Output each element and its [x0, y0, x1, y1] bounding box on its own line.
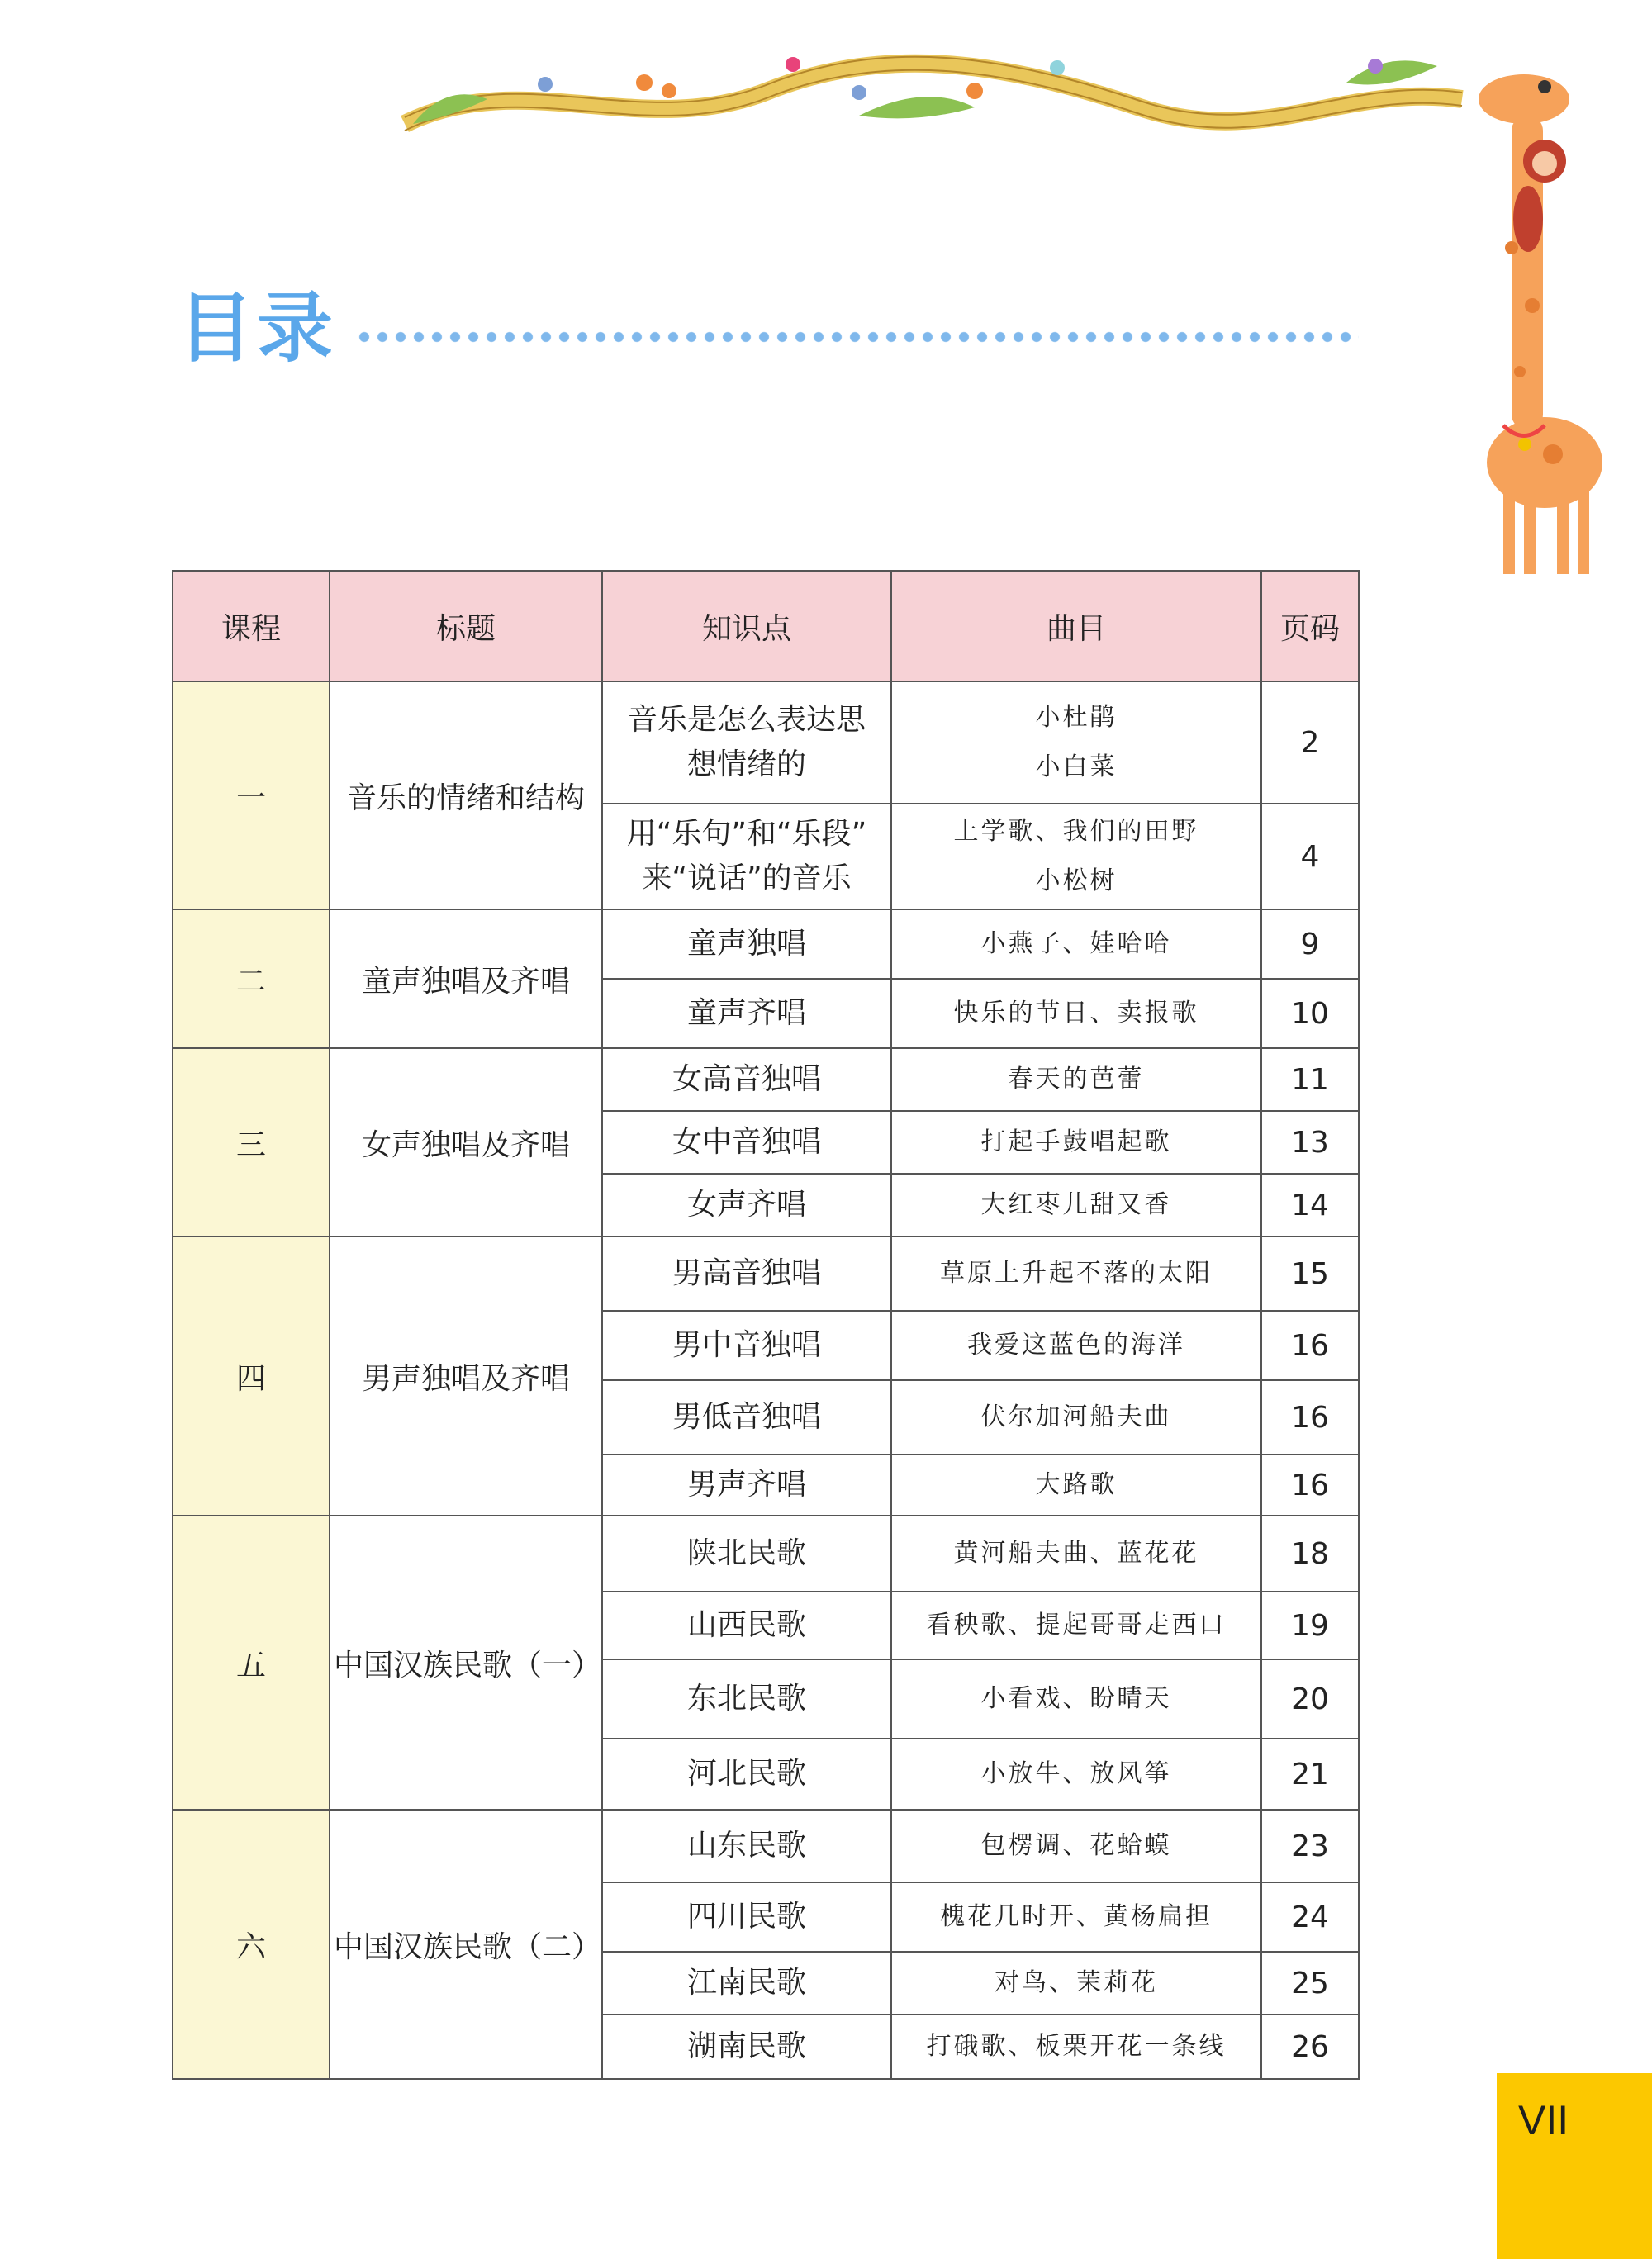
song-line: 小松树 [1035, 866, 1118, 895]
knowledge-point-line: 女高音独唱 [672, 1062, 821, 1096]
page-ref: 24 [1261, 1882, 1359, 1952]
lesson-title: 男声独唱及齐唱 [330, 1236, 602, 1516]
page-ref: 23 [1261, 1810, 1359, 1882]
song-list [891, 1739, 1261, 1810]
table-row [173, 909, 1359, 979]
page-ref: 18 [1261, 1516, 1359, 1592]
song-line: 春天的芭蕾 [1008, 1065, 1145, 1094]
page-ref: 15 [1261, 1236, 1359, 1311]
song-line: 小看戏、盼晴天 [980, 1684, 1172, 1713]
lesson-title: 中国汉族民歌（一） [330, 1516, 602, 1810]
header-lesson: 课程 [173, 571, 330, 681]
page-ref: 4 [1261, 804, 1359, 909]
song-line: 打起手鼓唱起歌 [980, 1127, 1172, 1156]
page-ref: 11 [1261, 1048, 1359, 1111]
song-list [891, 1311, 1261, 1380]
song-line: 大红枣儿甜又香 [980, 1190, 1172, 1219]
header-title: 标题 [330, 571, 602, 681]
lesson-number: 六 [173, 1810, 330, 2079]
song-list [891, 1174, 1261, 1236]
knowledge-point [602, 1311, 891, 1380]
knowledge-point [602, 1455, 891, 1516]
song-list [891, 1659, 1261, 1739]
song-list [891, 909, 1261, 979]
page-number: VII [1518, 2097, 1569, 2143]
song-line: 小燕子、娃哈哈 [980, 929, 1172, 958]
title-dotted-rule [355, 330, 1359, 344]
song-list [891, 1882, 1261, 1952]
song-line: 上学歌、我们的田野 [953, 817, 1199, 846]
page-ref: 9 [1261, 909, 1359, 979]
song-line: 大路歌 [1035, 1470, 1118, 1499]
table-header-row [173, 571, 1359, 681]
knowledge-point-line: 女中音独唱 [672, 1125, 821, 1159]
title-block [178, 284, 337, 373]
table-row [173, 1048, 1359, 1111]
knowledge-point [602, 1236, 891, 1311]
page-ref: 14 [1261, 1174, 1359, 1236]
lesson-title: 音乐的情绪和结构 [330, 681, 602, 909]
table-row [173, 1516, 1359, 1592]
page-ref: 19 [1261, 1592, 1359, 1659]
song-list [891, 1111, 1261, 1174]
song-list [891, 1048, 1261, 1111]
song-line: 包楞调、花蛤蟆 [980, 1831, 1172, 1860]
song-list [891, 804, 1261, 909]
table-row [173, 681, 1359, 804]
knowledge-point [602, 2015, 891, 2079]
page-title: 目录 [178, 284, 337, 373]
knowledge-point-line: 河北民歌 [686, 1757, 806, 1791]
lesson-title: 中国汉族民歌（二） [330, 1810, 602, 2079]
page-ref: 10 [1261, 979, 1359, 1048]
song-list [891, 1236, 1261, 1311]
page-ref: 2 [1261, 681, 1359, 804]
toc-body [173, 681, 1359, 2079]
song-list [891, 979, 1261, 1048]
song-line: 看秧歌、提起哥哥走西口 [926, 1611, 1227, 1640]
knowledge-point-line: 想情绪的 [686, 747, 806, 781]
knowledge-point-line: 用“乐句”和“乐段” [626, 817, 867, 851]
knowledge-point [602, 1952, 891, 2015]
knowledge-point-line: 童声齐唱 [686, 996, 806, 1030]
song-line: 打硪歌、板栗开花一条线 [926, 2032, 1227, 2061]
knowledge-point-line: 山西民歌 [686, 1608, 806, 1642]
song-list [891, 1592, 1261, 1659]
song-list [891, 1952, 1261, 2015]
lesson-title: 女声独唱及齐唱 [330, 1048, 602, 1236]
song-line: 伏尔加河船夫曲 [980, 1402, 1172, 1431]
music-staff-vine-banner [396, 33, 1470, 157]
knowledge-point [602, 979, 891, 1048]
page-ref: 16 [1261, 1380, 1359, 1455]
lesson-number: 四 [173, 1236, 330, 1516]
toc-table [172, 570, 1360, 2080]
knowledge-point-line: 男中音独唱 [672, 1328, 821, 1362]
page-ref: 13 [1261, 1111, 1359, 1174]
lesson-number: 五 [173, 1516, 330, 1810]
knowledge-point [602, 1380, 891, 1455]
song-line: 小白菜 [1035, 752, 1118, 781]
knowledge-point-line: 来“说话”的音乐 [642, 861, 852, 895]
page-ref: 26 [1261, 2015, 1359, 2079]
knowledge-point-line: 四川民歌 [686, 1900, 806, 1934]
song-line: 槐花几时开、黄杨扁担 [940, 1902, 1213, 1931]
knowledge-point-line: 男高音独唱 [672, 1256, 821, 1290]
knowledge-point-line: 音乐是怎么表达思 [627, 703, 866, 737]
page-ref: 20 [1261, 1659, 1359, 1739]
table-row [173, 1236, 1359, 1311]
song-list [891, 2015, 1261, 2079]
song-line: 小杜鹃 [1035, 703, 1118, 732]
knowledge-point-line: 男声齐唱 [686, 1468, 806, 1502]
knowledge-point [602, 681, 891, 804]
lesson-number: 一 [173, 681, 330, 909]
song-list [891, 1455, 1261, 1516]
knowledge-point [602, 1516, 891, 1592]
knowledge-point [602, 1882, 891, 1952]
knowledge-point [602, 1174, 891, 1236]
song-line: 我爱这蓝色的海洋 [967, 1331, 1185, 1360]
page-ref: 25 [1261, 1952, 1359, 2015]
header-songs: 曲目 [891, 571, 1261, 681]
header-knowledge: 知识点 [602, 571, 891, 681]
knowledge-point [602, 1739, 891, 1810]
knowledge-point [602, 1111, 891, 1174]
knowledge-point-line: 男低音独唱 [672, 1400, 821, 1434]
table-row [173, 1810, 1359, 1882]
knowledge-point-line: 江南民歌 [686, 1966, 806, 2000]
page-ref: 16 [1261, 1455, 1359, 1516]
knowledge-point [602, 1810, 891, 1882]
lesson-number: 三 [173, 1048, 330, 1236]
song-list [891, 1516, 1261, 1592]
knowledge-point-line: 东北民歌 [686, 1682, 806, 1716]
lesson-title: 童声独唱及齐唱 [330, 909, 602, 1048]
knowledge-point-line: 陕北民歌 [686, 1536, 806, 1570]
knowledge-point [602, 1659, 891, 1739]
knowledge-point-line: 山东民歌 [686, 1829, 806, 1863]
knowledge-point [602, 1048, 891, 1111]
song-line: 小放牛、放风筝 [980, 1759, 1172, 1788]
song-line: 黄河船夫曲、蓝花花 [953, 1539, 1199, 1568]
page-ref: 21 [1261, 1739, 1359, 1810]
page-ref: 16 [1261, 1311, 1359, 1380]
knowledge-point-line: 湖南民歌 [686, 2029, 806, 2063]
knowledge-point-line: 童声独唱 [686, 927, 806, 961]
knowledge-point [602, 1592, 891, 1659]
song-list [891, 681, 1261, 804]
giraffe-with-monkey-illustration [1446, 41, 1627, 578]
knowledge-point [602, 804, 891, 909]
song-line: 草原上升起不落的太阳 [940, 1259, 1213, 1288]
lesson-number: 二 [173, 909, 330, 1048]
knowledge-point-line: 女声齐唱 [686, 1188, 806, 1222]
song-list [891, 1810, 1261, 1882]
song-list [891, 1380, 1261, 1455]
header-page: 页码 [1261, 571, 1359, 681]
song-line: 快乐的节日、卖报歌 [953, 999, 1199, 1027]
song-line: 对鸟、茉莉花 [995, 1968, 1158, 1997]
knowledge-point [602, 909, 891, 979]
